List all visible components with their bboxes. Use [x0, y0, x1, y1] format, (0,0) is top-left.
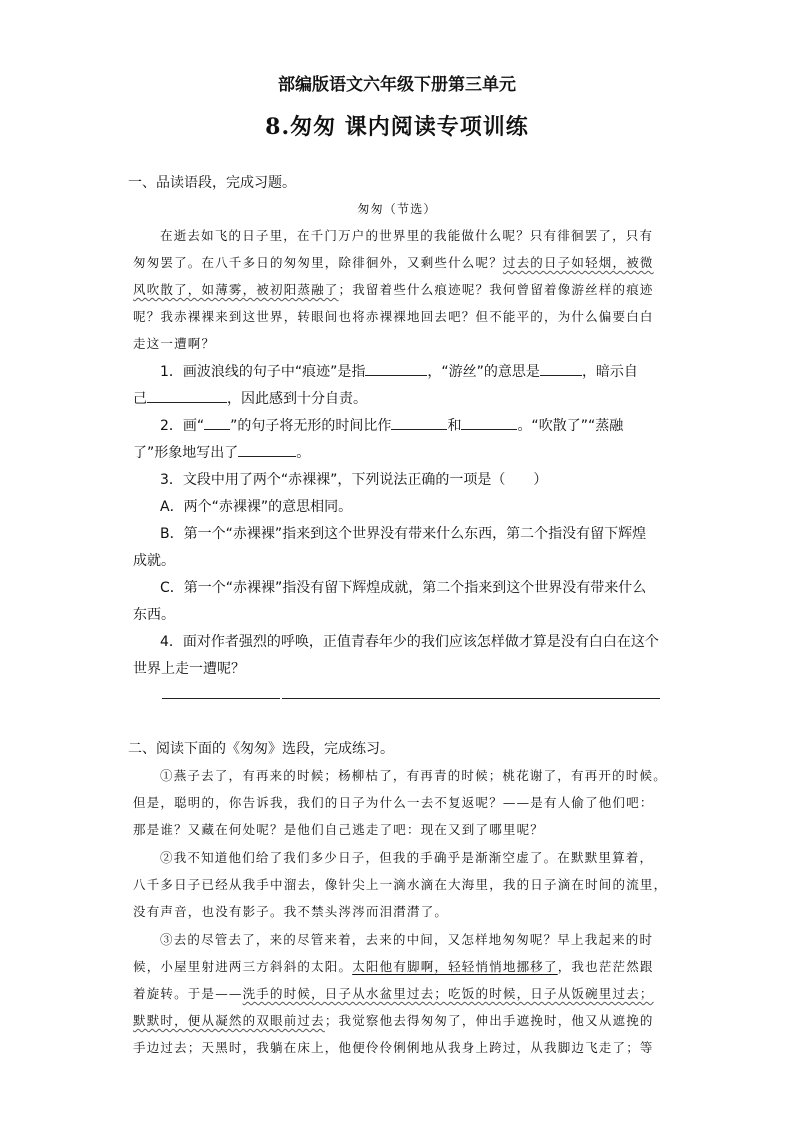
passage2-text: 着旋转。于是—— — [133, 986, 243, 1001]
option-a[interactable]: A．两个“赤裸裸”的意思相同。 — [160, 499, 353, 515]
passage2-line: 但是，聪明的，你告诉我，我们的日子为什么一去不复返呢？——是有人偷了他们吧： — [133, 795, 654, 810]
passage1-text: 匆匆罢了。在八千多日的匆匆里，除徘徊外，又剩些什么呢？ — [133, 255, 503, 270]
question-1-cont — [133, 388, 367, 408]
passage2-line: 那是谁？又藏在何处呢？是他们自己逃走了吧：现在又到了哪里呢？ — [133, 822, 545, 837]
passage1-line — [133, 280, 654, 298]
passage2-line: ①燕子去了，有再来的时候；杨柳枯了，有再青的时候；桃花谢了，有再开的时候。 — [160, 768, 667, 783]
wavy-underlined-sentence: 默默时，便从凝然的双眼前过去 — [133, 1013, 325, 1028]
passage2-line — [133, 957, 654, 975]
question-text: 。“吹散了”“蒸融 — [517, 418, 624, 434]
answer-line[interactable] — [282, 697, 660, 699]
passage-title: 匆匆（节选） — [357, 202, 437, 216]
answer-blank[interactable] — [391, 415, 447, 430]
section2-heading: 二、阅读下面的《匆匆》选段，完成练习。 — [128, 741, 394, 757]
passage2-line — [133, 984, 654, 1002]
passage1-line — [133, 253, 654, 271]
underlined-sentence: 太阳他有脚啊，轻轻悄悄地挪移了 — [352, 959, 558, 974]
passage2-line: 手边过去；天黑时，我躺在床上，他便伶伶俐俐地从我身上跨过，从我脚边飞走了；等 — [133, 1040, 654, 1055]
passage2-line: ②我不知道他们给了我们多少日子，但我的手确乎是渐渐空虚了。在默默里算着， — [160, 850, 654, 865]
page-subtitle: 8.匆匆 课内阅读专项训练 — [265, 114, 529, 140]
question-text: ”的句子将无形的时间比作 — [230, 418, 392, 434]
question-text: 和 — [447, 418, 462, 434]
answer-blank[interactable] — [540, 361, 582, 376]
option-b-cont: 成就。 — [133, 553, 175, 569]
wavy-underlined-sentence: 洗手的时候，日子从水盆里过去；吃饭的时候，日子从饭碗里过去； — [242, 986, 654, 1001]
question-2 — [160, 415, 623, 435]
answer-blank[interactable] — [365, 361, 427, 376]
option-c[interactable]: C．第一个“赤裸裸”指没有留下辉煌成就，第二个指来到这个世界没有带来什么 — [160, 580, 647, 596]
passage2-line: ③去的尽管去了，来的尽管来着，去来的中间，又怎样地匆匆呢？早上我起来的时 — [160, 932, 654, 947]
question-text: ，“游丝”的意思是 — [427, 364, 540, 380]
passage2-line: 八千多日子已经从我手中溜去，像针尖上一滴水滴在大海里，我的日子滴在时间的流里， — [133, 877, 668, 892]
passage2-text: ，我也茫茫然跟 — [557, 959, 654, 974]
page-title: 部编版语文六年级下册第三单元 — [278, 75, 516, 95]
question-text: 了”形象地写出了 — [133, 445, 239, 461]
question-3: 3．文段中用了两个“赤裸裸”，下列说法正确的一项是（ ） — [160, 472, 548, 488]
answer-blank[interactable] — [147, 388, 227, 403]
passage1-line: 在逝去如飞的日子里，在千门万户的世界里的我能做什么呢？只有徘徊罢了，只有 — [160, 228, 654, 243]
answer-line[interactable] — [162, 697, 280, 699]
passage1-line: 走这一遭啊？ — [133, 336, 216, 351]
wavy-underlined-sentence: 过去的日子如轻烟，被微 — [502, 255, 654, 270]
underline-sample — [204, 415, 230, 430]
question-text: ，因此感到十分自责。 — [227, 391, 367, 407]
question-2-cont — [133, 442, 310, 462]
question-text: 1．画波浪线的句子中“痕迹”是指 — [160, 364, 366, 380]
question-4: 4．面对作者强烈的呼唤，正值青春年少的我们应该怎样做才算是没有白白在这个 — [160, 634, 659, 650]
question-text: 2．画“ — [160, 418, 205, 434]
question-text: ，暗示自 — [581, 364, 638, 380]
question-4-cont: 世界上走一遭呢？ — [133, 661, 245, 677]
passage2-text: ；我觉察他去得匆匆了，伸出手遮挽时，他又从遮挽的 — [324, 1013, 654, 1028]
option-c-cont: 东西。 — [133, 607, 175, 623]
question-text: 己 — [133, 391, 147, 407]
passage2-text: 候，小屋里射进两三方斜斜的太阳。 — [133, 959, 353, 974]
passage1-text: ；我留着些什么痕迹呢？我何曾留着像游丝样的痕迹 — [338, 282, 654, 297]
wavy-underlined-sentence: 风吹散了，如薄雾，被初阳蒸融了 — [133, 282, 339, 297]
option-b[interactable]: B．第一个“赤裸裸”指来到这个世界没有带来什么东西，第二个指没有留下辉煌 — [160, 526, 647, 542]
section1-heading: 一、品读语段，完成习题。 — [128, 175, 296, 191]
answer-blank[interactable] — [461, 415, 517, 430]
answer-blank[interactable] — [238, 442, 296, 457]
passage1-line: 呢？我赤裸裸来到这世界，转眼间也将赤裸裸地回去吧？但不能平的，为什么偏要白白 — [133, 309, 654, 324]
passage2-line: 没有声音，也没有影子。我不禁头涔涔而泪潸潸了。 — [133, 904, 449, 919]
passage2-line — [133, 1011, 654, 1029]
question-1 — [160, 361, 638, 381]
question-text: 。 — [296, 445, 311, 461]
